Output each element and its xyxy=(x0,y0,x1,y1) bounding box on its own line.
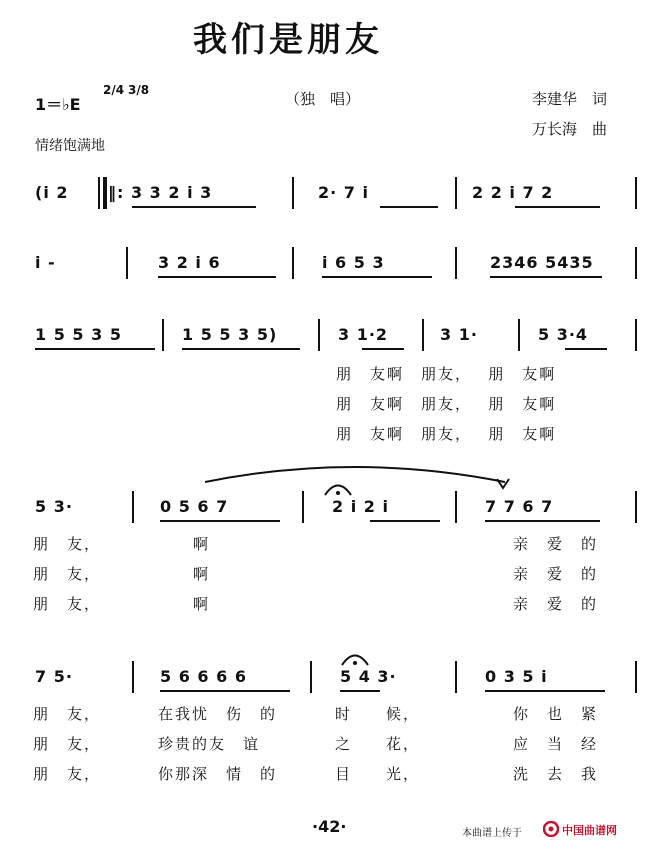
lyric-line: 洗 去 我 xyxy=(513,765,599,783)
underline-beam xyxy=(362,348,404,350)
performance-note: （独 唱） xyxy=(285,90,361,108)
song-title: 我们是朋友 xyxy=(193,20,383,60)
measure: i - xyxy=(35,253,56,272)
measure: 3 1· xyxy=(440,325,478,344)
lyric-line: 朋 友啊 朋友， 朋 友啊 xyxy=(336,425,557,443)
underline-beam xyxy=(322,276,432,278)
underline-beam xyxy=(490,276,602,278)
measure: 1 5 5 3 5 xyxy=(35,325,122,344)
measure: 2346 5435 xyxy=(490,253,594,272)
lyric-line: 珍贵的友 谊 xyxy=(158,735,261,753)
upload-note: 本曲谱上传于 xyxy=(462,828,522,839)
underline-beam xyxy=(380,206,438,208)
site-logo xyxy=(543,819,655,839)
lyric-line: 亲 爱 的 xyxy=(513,565,599,583)
key-signature: 1＝♭E xyxy=(35,95,81,114)
lyric-line: 朋 友， xyxy=(33,535,102,553)
measure: 2· 7 i xyxy=(318,183,369,202)
underline-beam xyxy=(340,690,380,692)
measure: i 6 5 3 xyxy=(322,253,385,272)
lyric-line: 亲 爱 的 xyxy=(513,595,599,613)
fermata-icon xyxy=(340,652,370,666)
lyric-line: 朋 友啊 朋友， 朋 友啊 xyxy=(336,395,557,413)
barline xyxy=(635,661,637,693)
measure: 7 7 6 7 xyxy=(485,497,554,516)
time-signature-2: 3/8 xyxy=(128,83,150,97)
underline-beam xyxy=(160,520,280,522)
measure: 7 5· xyxy=(35,667,73,686)
measure: 2 2 i 7 2 xyxy=(472,183,554,202)
underline-beam xyxy=(485,690,605,692)
barline xyxy=(292,247,294,279)
barline xyxy=(318,319,320,351)
barline xyxy=(455,491,457,523)
site-logo-icon xyxy=(543,821,559,837)
measure: 2 i 2 i xyxy=(332,497,389,516)
lyric-line: 朋 友啊 朋友， 朋 友啊 xyxy=(336,365,557,383)
breath-mark-icon xyxy=(496,478,510,490)
lyric-line: 朋 友， xyxy=(33,735,102,753)
barline xyxy=(455,247,457,279)
barline xyxy=(635,491,637,523)
expression-mark: 情绪饱满地 xyxy=(35,138,105,154)
lyric-line: 啊 xyxy=(193,565,211,583)
measure: ‖: 3 3 2 i 3 xyxy=(108,183,213,202)
lyric-line: 啊 xyxy=(193,595,211,613)
time-signature-1: 2/4 xyxy=(103,83,125,97)
barline xyxy=(302,491,304,523)
underline-beam xyxy=(160,690,290,692)
lyric-line: 在我忧 伤 的 xyxy=(158,705,278,723)
underline-beam xyxy=(370,520,440,522)
lyric-line: 亲 爱 的 xyxy=(513,535,599,553)
measure: 5 3· xyxy=(35,497,73,516)
barline xyxy=(455,177,457,209)
measure: 5 3·4 xyxy=(538,325,589,344)
lyric-line: 之 花， xyxy=(335,735,421,753)
lyric-line: 朋 友， xyxy=(33,765,102,783)
composer: 万长海 曲 xyxy=(532,120,608,138)
barline xyxy=(132,661,134,693)
barline xyxy=(103,177,107,209)
underline-beam xyxy=(182,348,300,350)
underline-beam xyxy=(35,348,155,350)
barline xyxy=(162,319,164,351)
lyric-line: 你 也 紧 xyxy=(513,705,599,723)
barline xyxy=(518,319,520,351)
lyric-line: 啊 xyxy=(193,535,211,553)
barline xyxy=(310,661,312,693)
barline xyxy=(455,661,457,693)
barline xyxy=(98,177,100,209)
barline xyxy=(132,491,134,523)
barline xyxy=(422,319,424,351)
lyric-line: 你那深 情 的 xyxy=(158,765,278,783)
measure: 3 1·2 xyxy=(338,325,389,344)
lyric-line: 朋 友， xyxy=(33,595,102,613)
lyricist: 李建华 词 xyxy=(532,90,608,108)
barline xyxy=(635,177,637,209)
lyric-line: 朋 友， xyxy=(33,705,102,723)
underline-beam xyxy=(485,520,600,522)
site-name: 中国曲谱网 xyxy=(562,824,617,837)
measure: 5 4 3· xyxy=(340,667,397,686)
measure: 1 5 5 3 5) xyxy=(182,325,278,344)
slur-arc xyxy=(205,458,505,488)
measure: (i 2 xyxy=(35,183,69,202)
barline xyxy=(292,177,294,209)
fermata-icon xyxy=(323,482,353,496)
underline-beam xyxy=(158,276,276,278)
barline xyxy=(635,319,637,351)
lyric-line: 时 候， xyxy=(335,705,421,723)
measure: 0 5 6 7 xyxy=(160,497,229,516)
underline-beam xyxy=(515,206,600,208)
underline-beam xyxy=(132,206,256,208)
barline xyxy=(635,247,637,279)
measure: 5 6 6 6 6 xyxy=(160,667,247,686)
lyric-line: 朋 友， xyxy=(33,565,102,583)
lyric-line: 应 当 经 xyxy=(513,735,599,753)
measure: 3 2 i 6 xyxy=(158,253,221,272)
measure: 0 3 5 i xyxy=(485,667,548,686)
page-number: ·42· xyxy=(312,817,347,836)
lyric-line: 目 光， xyxy=(335,765,421,783)
underline-beam xyxy=(565,348,607,350)
barline xyxy=(126,247,128,279)
